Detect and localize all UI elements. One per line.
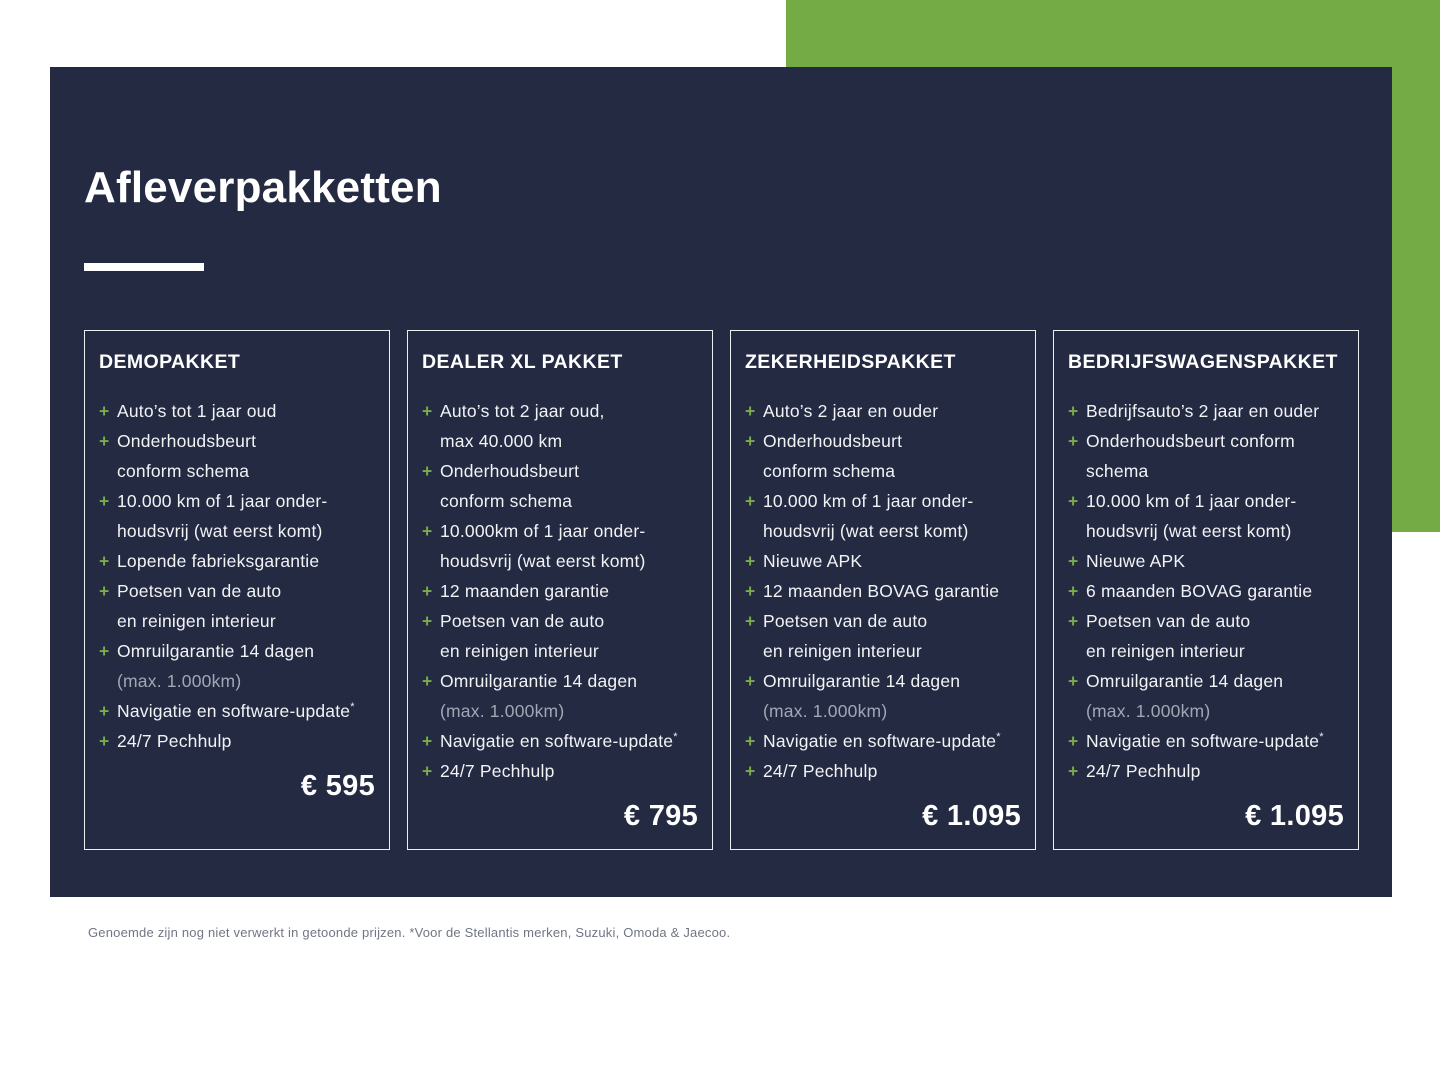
package-item [745,396,1021,426]
plus-icon: + [745,551,756,571]
plus-icon: + [745,491,756,511]
package-item-lines [117,726,375,756]
package-item-lines [440,456,698,516]
package-item-line: Poetsen van de auto [763,611,928,631]
footnote: Genoemde zijn nog niet verwerkt in getoonde prijzen. *Voor de Stellantis merken, Suzuki, Omoda & Jaecoo. [88,925,731,940]
package-item-line: Auto’s tot 2 jaar oud, [440,401,605,421]
package-item [1068,486,1344,546]
package-item [745,756,1021,786]
package-item [1068,576,1344,606]
package-price: € 1.095 [1245,800,1344,832]
package-item [745,576,1021,606]
package-item-lines [440,576,698,606]
plus-icon: + [1068,551,1079,571]
package-item-line: en reinigen interieur [440,641,599,661]
package-item-lines [763,606,1021,666]
package-item [99,696,375,726]
package-item-line: Lopende fabrieksgarantie [117,551,320,571]
package-item-lines [440,666,698,726]
package-item-line: Navigatie en software-update* [117,701,355,721]
package-item-lines [1086,576,1344,606]
package-item-lines [440,396,698,456]
package-item-line: Nieuwe APK [1086,551,1186,571]
package-item [99,546,375,576]
package-item-lines [117,486,375,546]
package-item-lines [117,546,375,576]
package-item-line: Onderhoudsbeurt [117,431,257,451]
plus-icon: + [422,521,433,541]
package-price: € 795 [623,800,698,832]
package-item-line: 10.000 km of 1 jaar onder- [117,491,328,511]
package-item [1068,756,1344,786]
package-item-line: houdsvrij (wat eerst komt) [763,521,969,541]
plus-icon: + [745,761,756,781]
plus-icon: + [1068,611,1079,631]
package-item-lines [1086,666,1344,726]
package-item-line: 24/7 Pechhulp [763,761,878,781]
package-item-lines [763,576,1021,606]
package-item-line: Bedrijfsauto’s 2 jaar en ouder [1086,401,1320,421]
package-item-line: 24/7 Pechhulp [1086,761,1201,781]
package-item-line: houdsvrij (wat eerst komt) [440,551,646,571]
plus-icon: + [1068,671,1079,691]
package-card-title: BEDRIJFSWAGENSPAKKET [1068,351,1338,373]
package-cards [84,330,1359,850]
plus-icon: + [99,551,110,571]
package-card [84,330,390,850]
package-item [745,666,1021,726]
plus-icon: + [422,731,433,751]
plus-icon: + [745,671,756,691]
title-underline [84,263,204,271]
package-item-lines [1086,726,1344,756]
package-item-line: (max. 1.000km) [117,671,242,691]
plus-icon: + [99,701,110,721]
package-item-line: 10.000km of 1 jaar onder- [440,521,646,541]
package-item-line: Navigatie en software-update* [1086,731,1324,751]
package-item-lines [117,696,375,726]
package-item-lines [440,726,698,756]
package-item-line: houdsvrij (wat eerst komt) [117,521,323,541]
package-item-line: 24/7 Pechhulp [440,761,555,781]
package-item [745,426,1021,486]
package-item-lines [117,396,375,426]
plus-icon: + [1068,401,1079,421]
package-item [422,396,698,456]
package-item [1068,426,1344,486]
package-item-lines [763,426,1021,486]
plus-icon: + [1068,731,1079,751]
package-item-line: 10.000 km of 1 jaar onder- [1086,491,1297,511]
package-item-line: Omruilgarantie 14 dagen [763,671,961,691]
plus-icon: + [1068,491,1079,511]
package-item-line: Auto’s tot 1 jaar oud [117,401,277,421]
package-item [745,726,1021,756]
package-item-line: 6 maanden BOVAG garantie [1086,581,1313,601]
package-item-lines [763,546,1021,576]
package-card-title: DEMOPAKKET [99,351,241,373]
package-item-lines [1086,396,1344,426]
package-card [730,330,1036,850]
plus-icon: + [1068,761,1079,781]
package-item-lines [1086,426,1344,486]
plus-icon: + [422,761,433,781]
package-item [99,426,375,486]
plus-icon: + [422,461,433,481]
plus-icon: + [745,611,756,631]
package-item-lines [1086,546,1344,576]
package-price: € 595 [300,770,375,802]
package-item-line: Omruilgarantie 14 dagen [440,671,638,691]
package-card [1053,330,1359,850]
package-item [99,396,375,426]
package-item [99,486,375,546]
package-item-lines [117,576,375,636]
packages-panel [50,67,1392,897]
package-item-line: Navigatie en software-update* [763,731,1001,751]
package-item-line: Onderhoudsbeurt [763,431,903,451]
package-item-line: Nieuwe APK [763,551,863,571]
package-item-line: Poetsen van de auto [1086,611,1251,631]
package-item-line: Omruilgarantie 14 dagen [1086,671,1284,691]
plus-icon: + [745,581,756,601]
package-item [745,606,1021,666]
package-item-lines [763,666,1021,726]
package-card-title: DEALER XL PAKKET [422,351,623,373]
package-item-line: 12 maanden BOVAG garantie [763,581,1000,601]
package-card-title: ZEKERHEIDSPAKKET [745,351,956,373]
package-item-line: Onderhoudsbeurt [440,461,580,481]
package-item-line: conform schema [117,461,250,481]
plus-icon: + [745,401,756,421]
package-item-line: (max. 1.000km) [440,701,565,721]
plus-icon: + [422,611,433,631]
package-item-lines [1086,606,1344,666]
package-item-line: (max. 1.000km) [763,701,888,721]
plus-icon: + [422,401,433,421]
plus-icon: + [422,581,433,601]
package-item-line: en reinigen interieur [763,641,922,661]
plus-icon: + [99,401,110,421]
package-item-line: Omruilgarantie 14 dagen [117,641,315,661]
package-item [99,636,375,696]
package-item [99,726,375,756]
plus-icon: + [745,431,756,451]
package-item-line: Onderhoudsbeurt conform [1086,431,1295,451]
package-item [99,576,375,636]
plus-icon: + [99,431,110,451]
package-item-lines [1086,486,1344,546]
package-item-line: Poetsen van de auto [117,581,282,601]
package-item [422,726,698,756]
package-item-lines [763,756,1021,786]
package-item-line: Auto’s 2 jaar en ouder [763,401,939,421]
package-item [422,516,698,576]
plus-icon: + [99,641,110,661]
package-item [422,456,698,516]
package-card [407,330,713,850]
package-item [1068,606,1344,666]
package-item [1068,666,1344,726]
package-item-line: en reinigen interieur [117,611,276,631]
package-item-line: houdsvrij (wat eerst komt) [1086,521,1292,541]
package-item-line: conform schema [440,491,573,511]
package-item-line: schema [1086,461,1149,481]
package-item-line: Navigatie en software-update* [440,731,678,751]
package-item-lines [440,606,698,666]
package-item-lines [763,726,1021,756]
plus-icon: + [745,731,756,751]
package-item-line: 10.000 km of 1 jaar onder- [763,491,974,511]
package-item-lines [1086,756,1344,786]
package-item-lines [440,756,698,786]
package-item [1068,546,1344,576]
package-item-line: Poetsen van de auto [440,611,605,631]
package-item [745,546,1021,576]
package-item-line: conform schema [763,461,896,481]
package-item-line: (max. 1.000km) [1086,701,1211,721]
package-item [422,756,698,786]
package-item-lines [440,516,698,576]
package-item-lines [117,426,375,486]
package-item-line: 24/7 Pechhulp [117,731,232,751]
plus-icon: + [422,671,433,691]
package-item [422,606,698,666]
plus-icon: + [99,731,110,751]
plus-icon: + [99,491,110,511]
package-item-lines [117,636,375,696]
package-item-lines [763,486,1021,546]
package-item [422,666,698,726]
package-item [1068,396,1344,426]
package-item [1068,726,1344,756]
plus-icon: + [1068,581,1079,601]
package-item-line: 12 maanden garantie [440,581,610,601]
package-item-line: max 40.000 km [440,431,563,451]
package-item-lines [763,396,1021,426]
package-item-line: en reinigen interieur [1086,641,1245,661]
plus-icon: + [1068,431,1079,451]
package-item [422,576,698,606]
plus-icon: + [99,581,110,601]
package-price: € 1.095 [922,800,1021,832]
page-title: Afleverpakketten [84,163,442,212]
package-item [745,486,1021,546]
